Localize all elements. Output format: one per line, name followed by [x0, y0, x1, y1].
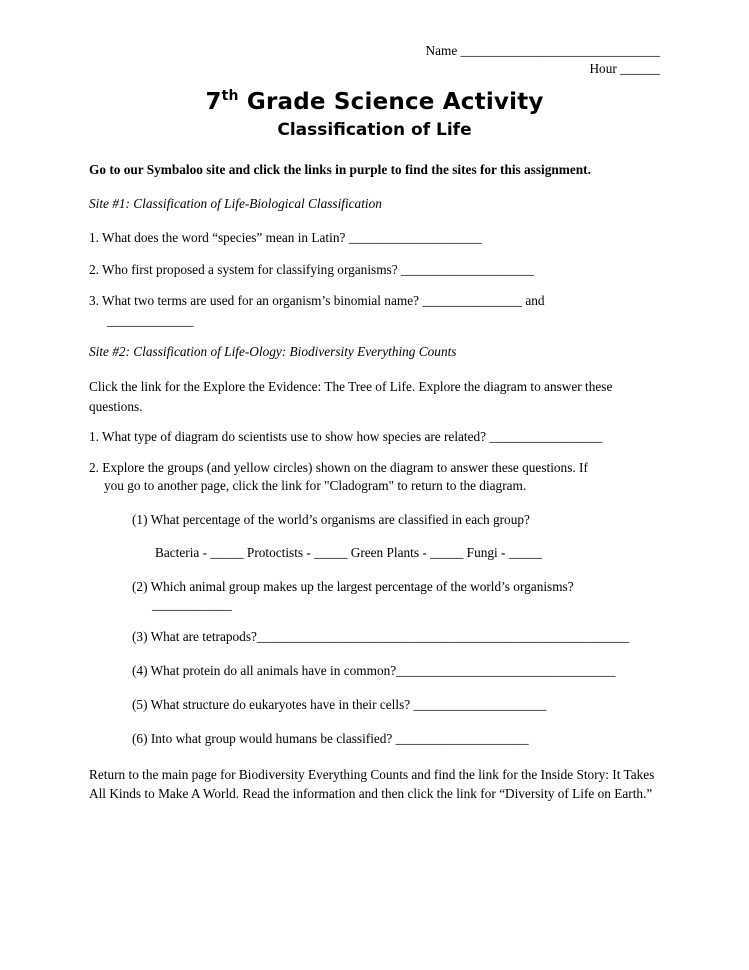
sub-question-6: (6) Into what group would humans be classified? ____________________ [132, 731, 529, 746]
page-title [0, 88, 749, 115]
group-percentages: Bacteria - _____ Protoctists - _____ Green Plants - _____ Fungi - _____ [155, 545, 543, 560]
sub-question-2-blank: ____________ [152, 597, 232, 612]
site1-question-2: 2. Who first proposed a system for classifying organisms? ____________________ [89, 262, 534, 277]
site1-question-3: 3. What two terms are used for an organism’s binomial name? _______________ and [89, 293, 545, 308]
site1-question-1: 1. What does the word “species” mean in Latin? ____________________ [89, 230, 482, 245]
sub-question-2: (2) Which animal group makes up the largest percentage of the world’s organisms? [132, 579, 574, 594]
site2-heading: Site #2: Classification of Life-Ology: Biodiversity Everything Counts [89, 344, 457, 359]
sub-question-3: (3) What are tetrapods?________________________________________________________ [132, 629, 630, 644]
hour-field-line: Hour ______ [589, 61, 660, 76]
closing-paragraph: Return to the main page for Biodiversity Everything Counts and find the link for the Inside Story: It Takes All Kinds to Make A World. Read the information and then click the link for “Diversity of Life on Earth.” [89, 767, 655, 801]
site2-question-2-continued: you go to another page, click the link for "Cladogram" to return to the diagram. [104, 478, 527, 493]
site1-question-3-continued: _____________ [107, 313, 194, 328]
site2-intro: Click the link for the Explore the Evidence: The Tree of Life. Explore the diagram to answer these questions. [89, 379, 613, 414]
site1-heading: Site #1: Classification of Life-Biological Classification [89, 196, 382, 211]
sub-question-1: (1) What percentage of the world’s organisms are classified in each group? [132, 512, 530, 527]
sub-question-5: (5) What structure do eukaryotes have in their cells? ____________________ [132, 697, 547, 712]
site2-question-1: 1. What type of diagram do scientists use to show how species are related? _________________ [89, 429, 603, 444]
site2-question-2: 2. Explore the groups (and yellow circles) shown on the diagram to answer these questions. If [89, 460, 588, 475]
name-field-line: Name ______________________________ [425, 43, 660, 58]
sub-question-4: (4) What protein do all animals have in common?_________________________________ [132, 663, 616, 678]
instructions: Go to our Symbaloo site and click the links in purple to find the sites for this assignment. [89, 162, 591, 177]
page-subtitle: Classification of Life [277, 120, 472, 140]
grade-number: 7 [205, 89, 222, 115]
grade-superscript: th [221, 88, 239, 104]
title-text: Grade Science Activity [238, 89, 544, 115]
